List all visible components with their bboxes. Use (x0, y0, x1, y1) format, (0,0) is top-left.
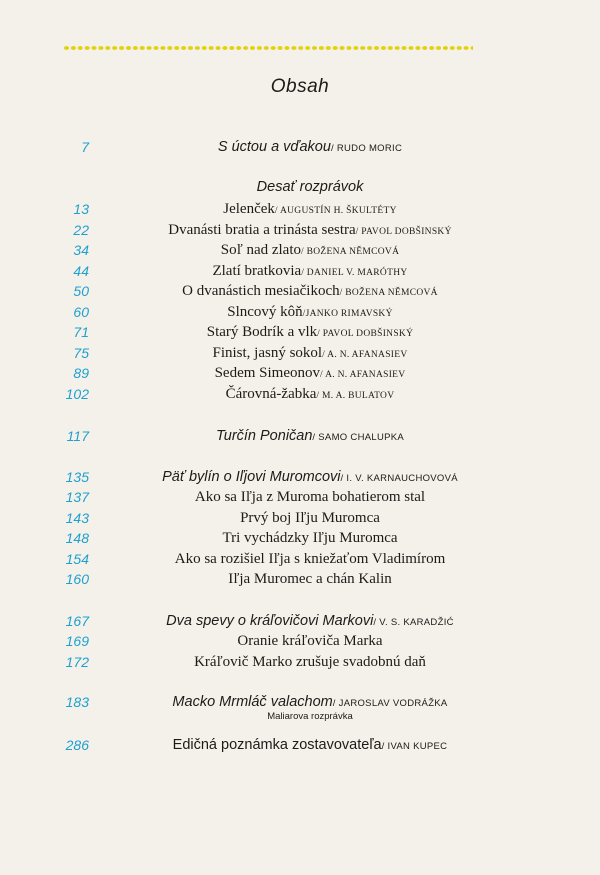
entry-title: Soľ nad zlato (220, 242, 302, 258)
entry-author: / BOŽENA NĚMCOVÁ (301, 247, 400, 257)
entry-title: Ako sa rozišiel Iľja s kniežaťom Vladimírom (174, 551, 446, 567)
toc-entry[interactable] (0, 569, 600, 589)
entry-author: / A. N. AFANASIEV (322, 350, 408, 360)
entry-title: Tri vychádzky Iľju Muromca (222, 530, 398, 546)
entry-author: / A. N. AFANASIEV (320, 370, 406, 380)
entry-title: Turčín Poničan (215, 428, 313, 444)
toc-entry[interactable] (0, 692, 600, 712)
toc-entry[interactable] (0, 363, 600, 383)
entry-title: S úctou a vďakou (217, 139, 331, 155)
entry-title: Ako sa Iľja z Muroma bohatierom stal (194, 489, 426, 505)
entry-title: O dvanástich mesiačikoch (182, 283, 340, 299)
page-number: 60 (73, 304, 89, 320)
page-number: 34 (73, 242, 89, 258)
toc-entry[interactable] (0, 426, 600, 446)
entry-subtitle: Maliarova rozprávka (267, 711, 353, 722)
entry-author: / PAVOL DOBŠINSKÝ (355, 227, 452, 237)
toc-entry[interactable] (0, 137, 600, 157)
page-number: 71 (73, 324, 89, 340)
page-number: 135 (65, 469, 89, 485)
toc-entry[interactable] (0, 302, 600, 322)
page-number: 44 (73, 263, 89, 279)
entry-author: / AUGUSTÍN H. ŠKULTÉTY (274, 206, 397, 216)
entry-author: / IVAN KUPEC (381, 741, 448, 752)
entry-title: Dvanásti bratia a trinásta sestra (168, 222, 356, 238)
section-title: Desať rozprávok (256, 179, 364, 195)
page-number: 143 (65, 510, 89, 526)
entry-title: Jelenček (223, 201, 275, 217)
page-number: 183 (65, 694, 89, 710)
entry-title: Slncový kôň (227, 304, 303, 320)
entry-title: Iľja Muromec a chán Kalin (228, 571, 392, 587)
page-number: 154 (65, 551, 89, 567)
toc-entry[interactable] (0, 467, 600, 487)
page-number: 102 (65, 386, 89, 402)
entry-title: Finist, jasný sokol (212, 345, 323, 361)
entry-title: Zlatí bratkovia (212, 263, 302, 279)
entry-author: / PAVOL DOBŠINSKÝ (317, 329, 414, 339)
entry-title: Sedem Simeonov (214, 365, 320, 381)
entry-title: Päť bylín o Iľjovi Muromcovi (162, 469, 341, 485)
entry-author: / BOŽENA NĚMCOVÁ (339, 288, 438, 298)
toc-entry[interactable] (0, 611, 600, 631)
entry-title: Starý Bodrík a vlk (206, 324, 318, 340)
entry-title: Macko Mrmláč valachom (172, 694, 333, 710)
toc-entry[interactable] (0, 549, 600, 569)
toc-entry[interactable] (0, 220, 600, 240)
entry-title: Edičná poznámka zostavovateľa (172, 737, 382, 753)
page-number: 89 (73, 365, 89, 381)
page-number: 286 (65, 737, 89, 753)
page-number: 117 (66, 428, 89, 444)
entry-author: / I. V. KARNAUCHOVOVÁ (340, 473, 458, 484)
toc-entry[interactable] (0, 508, 600, 528)
toc-entry[interactable] (0, 199, 600, 219)
entry-title: Kráľovič Marko zrušuje svadobnú daň (194, 654, 426, 670)
page-number: 7 (81, 139, 89, 155)
page-number: 50 (73, 283, 89, 299)
entry-author: / M. A. BULATOV (316, 391, 395, 401)
entry-author: / JAROSLAV VODRÁŽKA (332, 698, 448, 709)
entry-title: Oranie kráľoviča Marka (237, 633, 383, 649)
toc-entry[interactable] (0, 487, 600, 507)
entry-author: / V. S. KARADŽIĆ (373, 617, 454, 628)
toc-entry[interactable] (0, 343, 600, 363)
toc-entry[interactable] (0, 240, 600, 260)
page-number: 169 (65, 633, 89, 649)
entry-author: / RUDO MORIC (330, 143, 403, 154)
toc-entry[interactable] (0, 384, 600, 404)
page-number: 148 (65, 530, 89, 546)
toc-entry[interactable] (0, 261, 600, 281)
entry-author: / DANIEL V. MARÓTHY (301, 268, 408, 278)
page-number: 22 (73, 222, 89, 238)
page-number: 172 (65, 654, 89, 670)
entry-title: Prvý boj Iľju Muromca (240, 510, 380, 526)
entry-title: Čárovná-žabka (225, 386, 317, 402)
page-title: Obsah (270, 76, 330, 97)
entry-title: Dva spevy o kráľovičovi Markovi (166, 613, 374, 629)
decorative-dot-rule (63, 44, 473, 52)
toc-entry[interactable] (0, 735, 600, 755)
entry-author: / SAMO CHALUPKA (312, 432, 405, 443)
section-heading (0, 177, 600, 197)
toc-entry[interactable] (0, 631, 600, 651)
toc-entry[interactable] (0, 281, 600, 301)
toc-entry[interactable] (0, 528, 600, 548)
page-number: 13 (73, 201, 89, 217)
page-number: 160 (65, 571, 89, 587)
page-number: 75 (73, 345, 89, 361)
page-number: 137 (65, 489, 89, 505)
entry-author: /JANKO RIMAVSKÝ (302, 309, 393, 319)
page-number: 167 (65, 613, 89, 629)
toc-entry[interactable] (0, 322, 600, 342)
toc-entry[interactable] (0, 652, 600, 672)
